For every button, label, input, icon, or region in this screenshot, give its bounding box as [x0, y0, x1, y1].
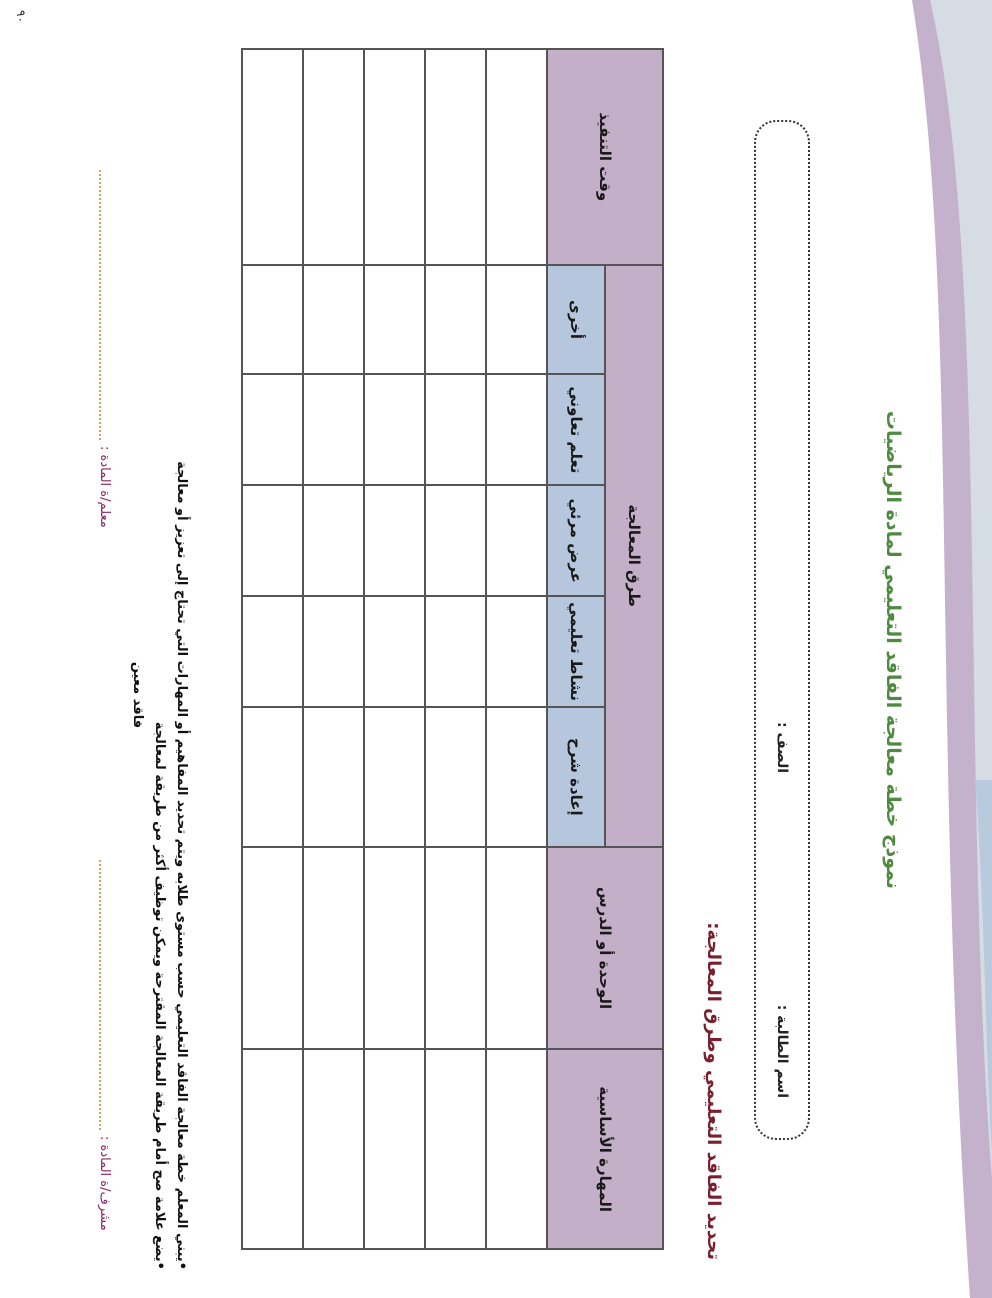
instruction-2: •يضع علامة صح أمام طريقة المعالجة المقترحة ويمكن توظيف أكثر من طريقة لمعالجة — [152, 721, 167, 1270]
page-number: ٩٠ — [14, 10, 28, 23]
table-row — [242, 49, 303, 1249]
page-title: نموذج خطة معالجة الفاقد التعليمي لمادة الرياضيات — [882, 410, 904, 890]
method-activity: نشاط تعليمي — [547, 596, 605, 707]
instructions — [126, 120, 192, 1270]
teacher-signature — [97, 170, 112, 528]
class-label: الصف : — [774, 722, 790, 773]
method-reexplain: إعادة شرح — [547, 707, 605, 847]
table-row — [303, 49, 364, 1249]
teacher-signature-line[interactable] — [100, 170, 102, 440]
instruction-3: فاقد معين — [130, 661, 145, 729]
section-subtitle: تحديد الفاقد التعليمي وطرق المعالجة: — [703, 922, 724, 1260]
header-skill: المهارة الأساسية — [547, 1049, 663, 1249]
header-unit: الوحدة أو الدرس — [547, 847, 663, 1050]
student-name-label: اسم الطالبة : — [774, 1004, 790, 1098]
table-row — [364, 49, 425, 1249]
header-methods: طرق المعالجة — [605, 265, 663, 847]
method-other: أخرى — [547, 265, 605, 375]
instruction-1: •يبني المعلم خطة معالجة الفاقد التعليمي حسب مستوى طلابه ويتم تحديد المفاهيم أو المهارات التي تحتاج إلى تعزيز أو معالجة — [174, 461, 189, 1270]
teacher-label: معلم/ة المادة : — [97, 446, 112, 528]
remediation-plan-table — [241, 48, 664, 1250]
supervisor-label: مشرف/ة المادة : — [97, 1136, 112, 1231]
supervisor-signature — [97, 860, 112, 1231]
table-row — [486, 49, 547, 1249]
table-row — [425, 49, 486, 1249]
supervisor-signature-line[interactable] — [100, 860, 102, 1130]
header-time: وقت التنفيذ — [547, 49, 663, 265]
student-info-box — [754, 120, 810, 1140]
method-cooperative: تعلم تعاوني — [547, 374, 605, 485]
method-visual: عرض مرئي — [547, 485, 605, 596]
